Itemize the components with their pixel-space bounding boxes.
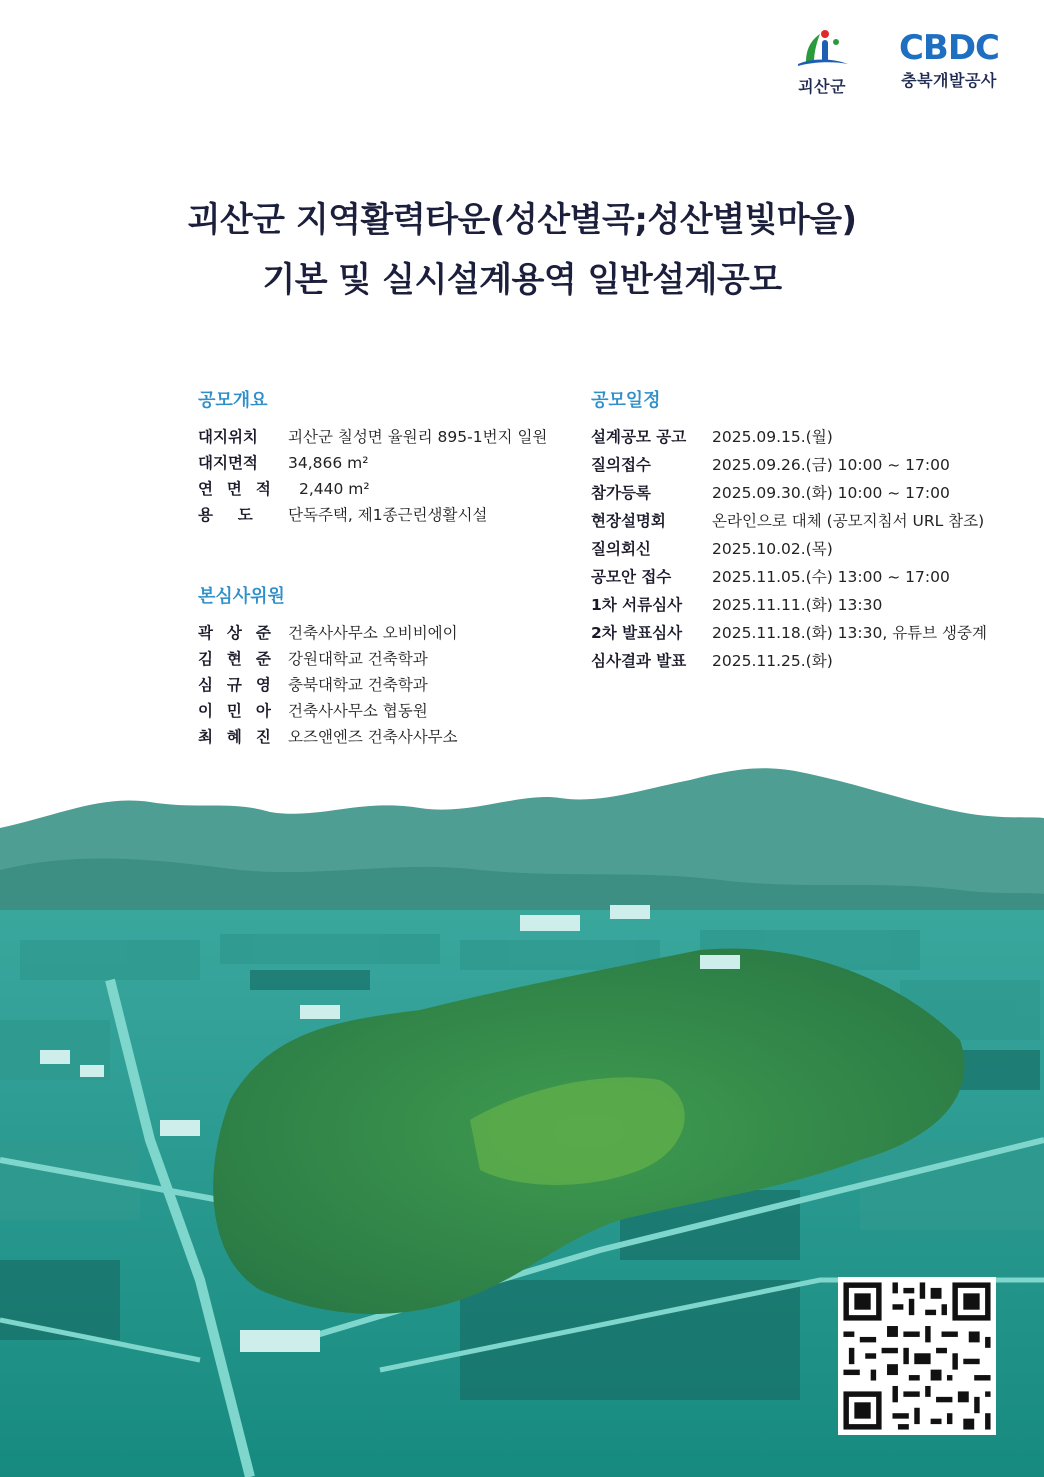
jury-row [198,674,578,696]
schedule-label: 질의접수 [591,456,651,474]
jury-name: 곽상준 [198,624,285,642]
schedule-value: 온라인으로 대체 (공모지침서 URL 참조) [712,512,985,530]
overview-row [198,504,578,526]
qr-code-image[interactable] [838,1277,996,1435]
overview-value: 괴산군 칠성면 율원리 895-1번지 일원 [288,428,548,446]
schedule-label: 심사결과 발표 [591,652,687,670]
jury-row [198,700,578,722]
schedule-value: 2025.11.18.(화) 13:30, 유튜브 생중계 [712,624,987,642]
schedule-value: 2025.09.26.(금) 10:00 ~ 17:00 [712,456,950,474]
overview-value: 34,866 m² [288,454,369,472]
overview-heading: 공모개요 [198,390,268,411]
schedule-value: 2025.11.11.(화) 13:30 [712,596,883,614]
schedule-row [591,566,1011,588]
schedule-label: 공모안 접수 [591,568,672,586]
jury-affiliation: 건축사사무소 오비비에이 [288,624,458,642]
jury-affiliation: 건축사사무소 협동원 [288,702,428,720]
jury-name: 이민아 [198,702,285,720]
schedule-value: 2025.11.05.(수) 13:00 ~ 17:00 [712,568,950,586]
schedule-row [591,426,1011,448]
schedule-value: 2025.09.30.(화) 10:00 ~ 17:00 [712,484,950,502]
jury-row [198,622,578,644]
jury-name: 최혜진 [198,728,285,746]
poster-title-line1: 괴산군 지역활력타운(성산별곡;성산별빛마을) [187,200,857,240]
schedule-row [591,454,1011,476]
schedule-label: 설계공모 공고 [591,428,687,446]
schedule-label: 현장설명회 [591,512,666,530]
overview-value: 2,440 m² [299,480,370,498]
overview-row [198,478,578,500]
jury-row [198,726,578,748]
overview-label: 대지위치 [198,428,258,446]
jury-affiliation: 충북대학교 건축학과 [288,676,428,694]
cbdc-wordmark: CBDC [898,28,1000,68]
schedule-label: 1차 서류심사 [591,596,683,614]
schedule-value: 2025.10.02.(목) [712,540,833,558]
overview-label: 용도 [198,506,278,524]
jury-heading: 본심사위원 [198,586,285,607]
schedule-value: 2025.09.15.(월) [712,428,833,446]
goesan-logo-text: 괴산군 [798,77,846,96]
schedule-value: 2025.11.25.(화) [712,652,833,670]
poster-title-line2: 기본 및 실시설계용역 일반설계공모 [262,260,782,300]
schedule-heading: 공모일정 [591,390,661,411]
schedule-row [591,650,1011,672]
cbdc-logo [888,28,1010,91]
overview-row [198,452,578,474]
schedule-row [591,510,1011,532]
jury-name: 김현준 [198,650,285,668]
overview-row [198,426,578,448]
jury-affiliation: 강원대학교 건축학과 [288,650,428,668]
overview-label: 대지면적 [198,454,258,472]
jury-name: 심규영 [198,676,285,694]
schedule-row [591,482,1011,504]
schedule-label: 질의회신 [591,540,651,558]
cbdc-logo-text: 충북개발공사 [901,71,997,90]
schedule-row [591,538,1011,560]
schedule-row [591,594,1011,616]
goesan-emblem-icon [792,28,852,70]
jury-row [198,648,578,670]
schedule-label: 2차 발표심사 [591,624,683,642]
overview-label: 연면적 [198,480,285,498]
schedule-label: 참가등록 [591,484,651,502]
overview-value: 단독주택, 제1종근린생활시설 [288,506,488,524]
schedule-row [591,622,1011,644]
goesan-logo [782,28,862,97]
jury-affiliation: 오즈앤엔즈 건축사사무소 [288,728,458,746]
